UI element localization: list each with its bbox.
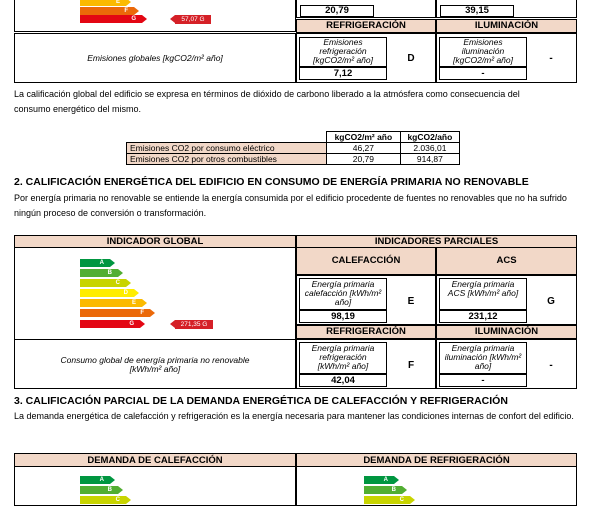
global-consumption-label: Consumo global de energía primaria no renovable [kWh/m² año] [60,355,250,374]
refr-value: 42,04 [331,375,355,386]
table-row [127,154,460,165]
partial-value-2: 39,15 [465,5,489,16]
cool-scale-bar-b: B [364,486,402,494]
demand-cooling-box [296,466,577,506]
acs-value: 231,12 [468,311,498,322]
ilum-value: - [481,375,485,386]
acs-letter: G [547,296,555,307]
emissions-table [126,131,460,165]
ilum-emissions-value: - [481,68,485,79]
acs-label: Energía primaria ACS [kWh/m² año] [447,279,519,298]
row-value-1: 20,79 [327,154,401,165]
demand-heating-box [14,466,296,506]
row-label: Emisiones CO2 por otros combustibles [127,154,327,165]
calef-letter: E [407,296,415,307]
row-value-2: 2.036,01 [400,143,459,154]
iluminacion-header: ILUMINACIÓN [436,19,577,33]
top-global-indicator-box [14,0,296,32]
col-kgco2-m2: kgCO2/m² año [327,132,401,143]
demand-cooling-header: DEMANDA DE REFRIGERACIÓN [296,453,577,467]
section-3-title: 3. CALIFICACIÓN PARCIAL DE LA DEMANDA ENERGÉTICA DE CALEFACCIÓN Y REFRIGERACIÓN [14,395,508,407]
partial-indicators-header: INDICADORES PARCIALES [296,235,577,248]
refr-label: Energía primaria refrigeración [kWh/m² año] [311,343,375,371]
scale-bar-g: G [80,320,140,328]
iluminacion-header: ILUMINACIÓN [436,325,577,339]
scale-bar-e: E [80,0,126,6]
global-indicator-header: INDICADOR GLOBAL [14,235,296,248]
refr-emissions-value: 7,12 [333,68,353,79]
row-value-1: 46,27 [327,143,401,154]
paragraph-global-rating: La calificación global del edificio se expresa en términos de dióxido de carbono liberado a la atmósfera como consecuencia del consumo energético del mismo. [14,89,520,114]
global-indicator-marker: 57,07 G [175,15,211,24]
refr-letter: F [407,360,415,371]
row-label: Emisiones CO2 por consumo eléctrico [127,143,327,154]
partial-value-1: 20,79 [325,5,349,16]
ilum-label: Energía primaria iluminación [kWh/m² año] [444,343,522,371]
heat-scale-bar-b: B [80,486,118,494]
table-row [127,143,460,154]
global-scale-box [14,247,296,340]
cool-scale-bar-a: A [364,476,394,484]
row-value-2: 914,87 [400,154,459,165]
acs-header: ACS [436,247,577,275]
scale-bar-e: E [80,299,142,307]
cool-scale-bar-c: C [364,496,410,504]
scale-bar-c: C [80,279,126,287]
scale-bar-d: D [80,289,134,297]
refr-emissions-letter: D [407,53,415,64]
calef-value: 98,19 [331,311,355,322]
heat-scale-bar-c: C [80,496,126,504]
ilum-letter: - [549,360,553,371]
scale-bar-g: G [80,15,142,23]
heat-scale-bar-a: A [80,476,110,484]
col-kgco2-year: kgCO2/año [400,132,459,143]
ilum-emissions-letter: - [549,53,553,64]
scale-bar-b: B [80,269,118,277]
refrigeracion-header: REFRIGERACIÓN [296,325,436,339]
refr-emissions-label: Emisiones refrigeración [kgCO2/m² año] [313,37,373,65]
section-2-title: 2. CALIFICACIÓN ENERGÉTICA DEL EDIFICIO EN CONSUMO DE ENERGÍA PRIMARIA NO RENOVABLE [14,176,529,188]
ilum-emissions-label: Emisiones iluminación [kgCO2/m² año] [453,37,513,65]
scale-bar-f: F [80,309,150,317]
global-indicator-marker: 271,35 G [175,320,213,329]
scale-bar-f: F [80,7,134,15]
section-3-text: La demanda energética de calefacción y refrigeración es la energía necesaria para mantener las condiciones internas de confort del edificio. [14,411,574,421]
refrigeracion-header: REFRIGERACIÓN [296,19,436,33]
calef-label: Energía primaria calefacción [kWh/m² año] [304,279,382,307]
section-2-text: Por energía primaria no renovable se entiende la energía consumida por el edificio procedente de fuentes no renovables que no ha sufrido ningún proceso de conversión o transformación. [14,193,567,218]
scale-bar-a: A [80,259,110,267]
calefaccion-header: CALEFACCIÓN [296,247,436,275]
demand-heating-header: DEMANDA DE CALEFACCIÓN [14,453,296,467]
global-emissions-label: Emisiones globales [kgCO2/m² año] [87,53,223,63]
